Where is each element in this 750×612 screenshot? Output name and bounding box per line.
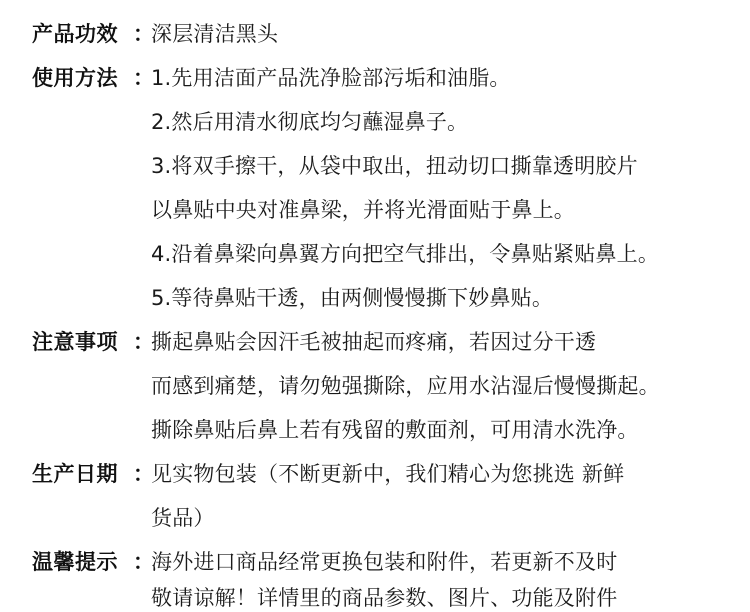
section-line: 而感到痛楚，请勿勉强撕除，应用水沾湿后慢慢撕起。 [151,374,660,398]
section-line: 3.将双手擦干，从袋中取出，扭动切口撕靠透明胶片 [151,154,638,178]
section-label: 注意事项 [32,330,118,354]
section-label: 产品功效 [32,22,118,46]
section-line: 5.等待鼻贴干透，由两侧慢慢撕下妙鼻贴。 [151,286,554,310]
section-label: 温馨提示 [32,550,118,574]
section-line: 2.然后用清水彻底均匀蘸湿鼻子。 [151,110,469,134]
section-label: 使用方法 [32,66,118,90]
section-colon: ： [133,330,154,354]
section-line: 4.沿着鼻梁向鼻翼方向把空气排出，令鼻贴紧贴鼻上。 [151,242,660,266]
section-colon: ： [133,22,154,46]
section-line: 海外进口商品经常更换包装和附件，若更新不及时 [151,550,618,574]
section-line: 撕起鼻贴会因汗毛被抽起而疼痛，若因过分干透 [151,330,597,354]
section-line: 深层清洁黑头 [151,22,279,46]
section-label: 生产日期 [32,462,118,486]
section-line: 见实物包装（不断更新中，我们精心为您挑选 新鲜 [151,462,625,486]
section-line: 撕除鼻贴后鼻上若有残留的敷面剂，可用清水洗净。 [151,418,639,442]
section-colon: ： [133,550,154,574]
section-line: 货品） [151,506,215,530]
section-colon: ： [133,462,154,486]
section-line: 敬请谅解！详情里的商品参数、图片、功能及附件 [151,586,618,610]
section-colon: ： [133,66,154,90]
section-line: 1.先用洁面产品洗净脸部污垢和油脂。 [151,66,511,90]
section-line: 以鼻贴中央对准鼻梁，并将光滑面贴于鼻上。 [151,198,575,222]
